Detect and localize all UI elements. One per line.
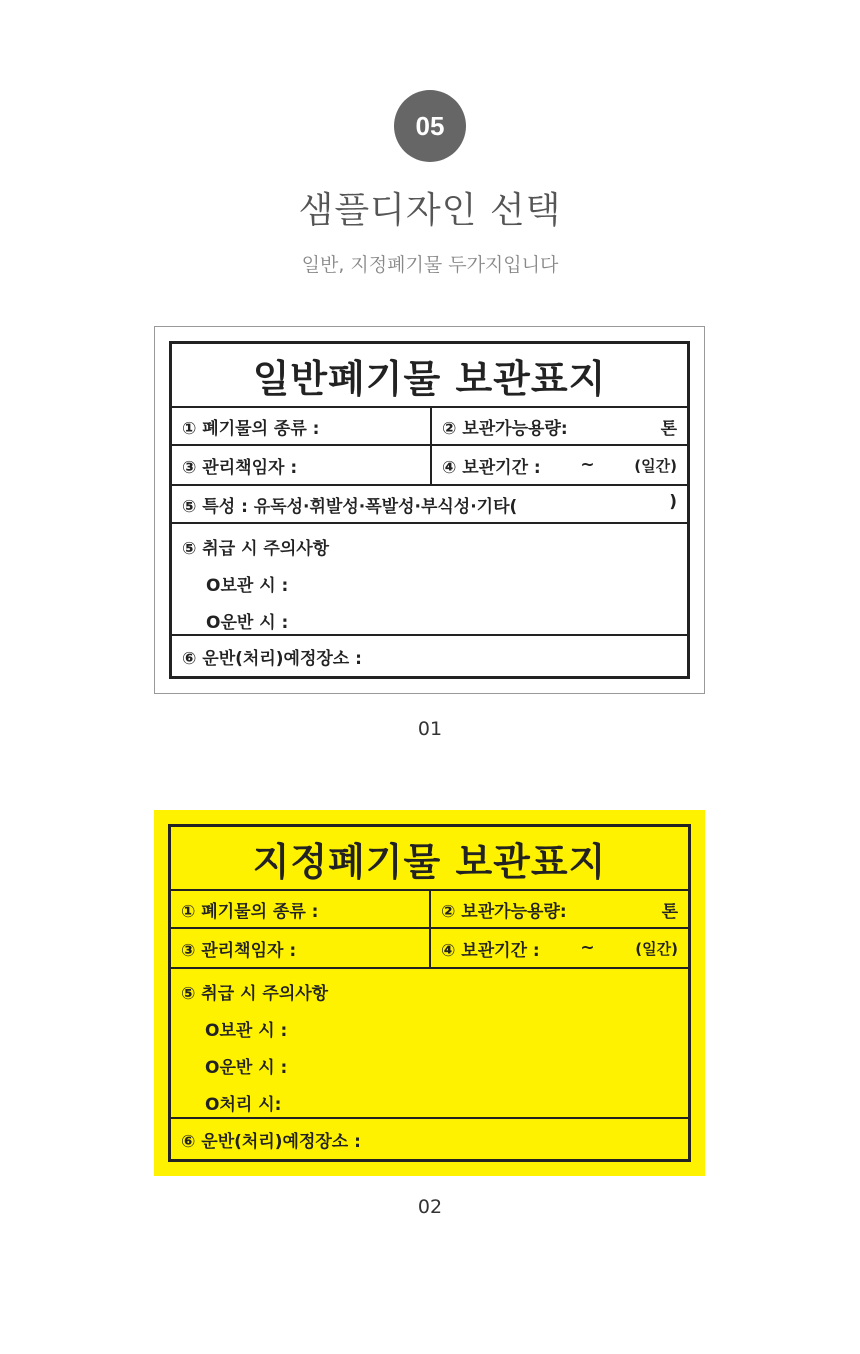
sign-row — [172, 446, 687, 486]
section-title: 샘플디자인 선택 — [298, 190, 562, 231]
period-tilde: ~ — [580, 455, 595, 475]
property-field — [172, 486, 687, 522]
period-unit: (일간) — [634, 456, 677, 475]
period-unit: (일간) — [635, 939, 678, 958]
period-field — [431, 929, 688, 967]
sign-frame — [169, 341, 690, 679]
capacity-unit: 톤 — [661, 901, 678, 922]
sign-row — [171, 969, 688, 1119]
period-field — [432, 446, 687, 484]
sign-row — [172, 486, 687, 524]
period-label: ④ 보관기간 : — [441, 940, 540, 961]
sign-heading-row — [172, 344, 687, 408]
section-subtitle: 일반, 지정폐기물 두가지입니다 — [301, 254, 559, 276]
caution-item: O보관 시 : — [205, 1021, 288, 1041]
manager-field: ③ 관리책임자 : — [172, 446, 432, 484]
period-tilde: ~ — [580, 938, 595, 958]
period-label: ④ 보관기간 : — [442, 457, 541, 478]
caution-item: O처리 시: — [205, 1095, 282, 1115]
sign-row — [172, 524, 687, 636]
sample-caption: 02 — [417, 1196, 443, 1218]
destination-field: ⑥ 운반(처리)예정장소 : — [181, 1131, 361, 1152]
caution-field — [171, 969, 688, 1117]
capacity-field — [432, 408, 687, 444]
manager-field: ③ 관리책임자 : — [171, 929, 431, 967]
destination-field: ⑥ 운반(처리)예정장소 : — [182, 648, 362, 669]
sign-heading-row — [171, 827, 688, 891]
capacity-field — [431, 891, 688, 927]
sign-row — [172, 408, 687, 446]
capacity-unit: 톤 — [660, 418, 677, 439]
sign-heading: 지정폐기물 보관표지 — [252, 839, 607, 884]
property-close: ) — [669, 491, 677, 512]
capacity-label: ② 보관가능용량: — [441, 901, 567, 922]
sign-heading: 일반폐기물 보관표지 — [252, 356, 607, 401]
sign-row — [171, 891, 688, 929]
property-label: ⑤ 특성 : 유독성·휘발성·폭발성·부식성·기타( — [182, 496, 518, 517]
step-badge: 05 — [394, 90, 466, 162]
sign-row — [172, 636, 687, 676]
waste-type-field: ① 폐기물의 종류 : — [171, 891, 431, 927]
caution-item: O운반 시 : — [206, 613, 289, 633]
waste-type-field: ① 폐기물의 종류 : — [172, 408, 432, 444]
caution-item: O운반 시 : — [205, 1058, 288, 1078]
sign-frame — [168, 824, 691, 1162]
caution-title: ⑤ 취급 시 주의사항 — [181, 984, 329, 1004]
sign-row — [171, 929, 688, 969]
caution-title: ⑤ 취급 시 주의사항 — [182, 539, 330, 559]
sample-card-general[interactable] — [154, 326, 705, 694]
capacity-label: ② 보관가능용량: — [442, 418, 568, 439]
sample-caption: 01 — [417, 718, 443, 740]
sign-row — [171, 1119, 688, 1159]
caution-item: O보관 시 : — [206, 576, 289, 596]
caution-field — [172, 524, 687, 634]
sample-card-designated[interactable] — [154, 810, 705, 1176]
